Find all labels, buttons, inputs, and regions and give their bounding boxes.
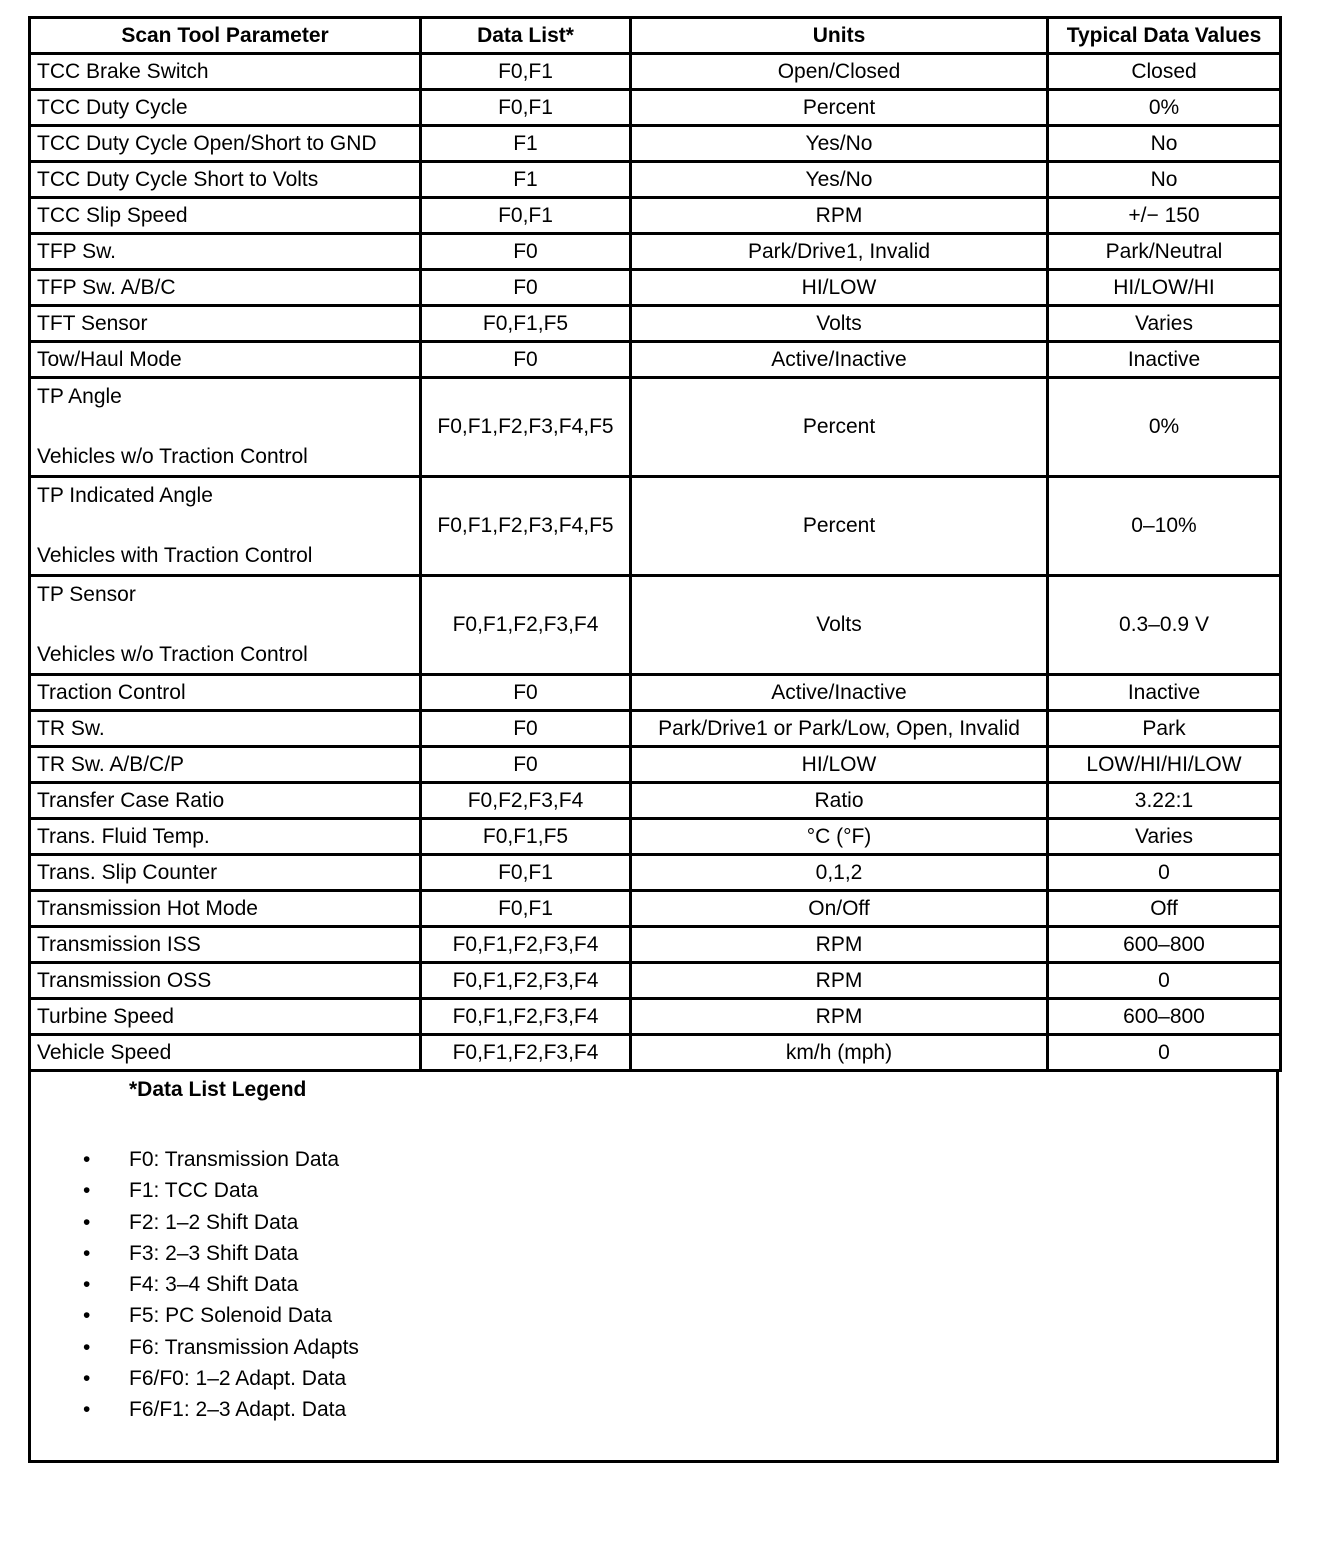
parameter-cell: Tow/Haul Mode <box>30 342 421 378</box>
parameter-stack <box>37 581 413 669</box>
parameter-cell <box>30 576 421 675</box>
data-list-cell: F0 <box>421 711 631 747</box>
legend-item-label: F2: 1–2 Shift Data <box>129 1210 299 1234</box>
data-list-cell: F0,F1,F2,F3,F4 <box>421 927 631 963</box>
data-list-cell: F0,F1,F5 <box>421 819 631 855</box>
units-cell: RPM <box>631 999 1048 1035</box>
parameter-cell: Trans. Slip Counter <box>30 855 421 891</box>
legend-item-label: F6: Transmission Adapts <box>129 1335 359 1359</box>
parameter-note: Vehicles w/o Traction Control <box>37 643 308 666</box>
bullet-icon: • <box>83 1304 91 1328</box>
table-row <box>30 306 1281 342</box>
legend-item <box>83 1238 359 1269</box>
table-row <box>30 927 1281 963</box>
typical-value-cell: 600–800 <box>1048 927 1281 963</box>
legend-item <box>83 1207 359 1238</box>
units-cell: Active/Inactive <box>631 342 1048 378</box>
parameter-cell: Traction Control <box>30 675 421 711</box>
parameter-cell: TR Sw. A/B/C/P <box>30 747 421 783</box>
legend-item-label: F1: TCC Data <box>129 1179 259 1203</box>
units-cell: Ratio <box>631 783 1048 819</box>
header-parameter: Scan Tool Parameter <box>30 18 421 54</box>
table-row <box>30 90 1281 126</box>
legend-item <box>83 1175 359 1206</box>
bullet-icon: • <box>83 1241 91 1265</box>
typical-value-cell: No <box>1048 126 1281 162</box>
typical-value-cell: Closed <box>1048 54 1281 90</box>
parameter-cell: TCC Brake Switch <box>30 54 421 90</box>
typical-value-cell: 3.22:1 <box>1048 783 1281 819</box>
legend-title: *Data List Legend <box>129 1078 307 1101</box>
typical-value-cell: 0% <box>1048 90 1281 126</box>
parameter-cell: TCC Duty Cycle Open/Short to GND <box>30 126 421 162</box>
data-list-cell: F0,F1 <box>421 54 631 90</box>
legend-item <box>83 1144 359 1175</box>
units-cell: Percent <box>631 90 1048 126</box>
legend-item <box>83 1269 359 1300</box>
parameter-cell: Turbine Speed <box>30 999 421 1035</box>
header-units: Units <box>631 18 1048 54</box>
units-cell: HI/LOW <box>631 747 1048 783</box>
units-cell: RPM <box>631 927 1048 963</box>
units-cell: Active/Inactive <box>631 675 1048 711</box>
bullet-icon: • <box>83 1335 91 1359</box>
legend-list <box>83 1144 359 1426</box>
legend-item-label: F0: Transmission Data <box>129 1148 340 1171</box>
typical-value-cell: 0.3–0.9 V <box>1048 576 1281 675</box>
parameter-cell: Transfer Case Ratio <box>30 783 421 819</box>
parameter-name: TP Sensor <box>37 583 136 606</box>
legend-item-label: F4: 3–4 Shift Data <box>129 1273 299 1297</box>
table-row <box>30 783 1281 819</box>
units-cell: Yes/No <box>631 162 1048 198</box>
data-list-cell: F0 <box>421 234 631 270</box>
parameter-name: TP Indicated Angle <box>37 484 213 507</box>
parameter-cell: TCC Slip Speed <box>30 198 421 234</box>
units-cell: Volts <box>631 576 1048 675</box>
table-row <box>30 162 1281 198</box>
table-row <box>30 855 1281 891</box>
table-row <box>30 675 1281 711</box>
table-row <box>30 342 1281 378</box>
units-cell: HI/LOW <box>631 270 1048 306</box>
data-list-cell: F0,F1 <box>421 90 631 126</box>
data-list-cell: F0,F1,F2,F3,F4,F5 <box>421 378 631 477</box>
typical-value-cell: 0 <box>1048 1035 1281 1071</box>
bullet-icon: • <box>83 1398 91 1422</box>
units-cell: 0,1,2 <box>631 855 1048 891</box>
typical-value-cell: LOW/HI/HI/LOW <box>1048 747 1281 783</box>
data-list-cell: F0 <box>421 342 631 378</box>
typical-value-cell: 0 <box>1048 855 1281 891</box>
typical-value-cell: No <box>1048 162 1281 198</box>
typical-value-cell: Park <box>1048 711 1281 747</box>
table-row <box>30 198 1281 234</box>
scan-tool-table <box>28 16 1282 1072</box>
bullet-icon: • <box>83 1367 91 1391</box>
typical-value-cell: Park/Neutral <box>1048 234 1281 270</box>
table-row <box>30 963 1281 999</box>
data-list-cell: F1 <box>421 162 631 198</box>
table-row <box>30 819 1281 855</box>
data-list-cell: F0,F1 <box>421 855 631 891</box>
data-list-cell: F0,F1,F2,F3,F4 <box>421 999 631 1035</box>
table-row <box>30 234 1281 270</box>
table-row <box>30 711 1281 747</box>
parameter-cell: Transmission ISS <box>30 927 421 963</box>
data-list-cell: F0 <box>421 270 631 306</box>
typical-value-cell: Off <box>1048 891 1281 927</box>
typical-value-cell: HI/LOW/HI <box>1048 270 1281 306</box>
data-list-cell: F0,F1 <box>421 891 631 927</box>
parameter-stack <box>37 383 413 471</box>
parameter-cell <box>30 477 421 576</box>
data-list-cell: F0,F1,F2,F3,F4 <box>421 963 631 999</box>
typical-value-cell: 0 <box>1048 963 1281 999</box>
parameter-cell: TCC Duty Cycle <box>30 90 421 126</box>
table-row <box>30 1035 1281 1071</box>
table-row <box>30 126 1281 162</box>
typical-value-cell: Varies <box>1048 306 1281 342</box>
parameter-name: TP Angle <box>37 385 122 408</box>
table-header-row <box>30 18 1281 54</box>
parameter-cell: TFP Sw. <box>30 234 421 270</box>
parameter-cell: TFP Sw. A/B/C <box>30 270 421 306</box>
data-list-cell: F0,F2,F3,F4 <box>421 783 631 819</box>
typical-value-cell: +/− 150 <box>1048 198 1281 234</box>
parameter-stack <box>37 482 413 570</box>
data-list-cell: F0 <box>421 747 631 783</box>
table-row <box>30 477 1281 576</box>
typical-value-cell: 0% <box>1048 378 1281 477</box>
header-typical-values: Typical Data Values <box>1048 18 1281 54</box>
table-row <box>30 576 1281 675</box>
units-cell: Park/Drive1, Invalid <box>631 234 1048 270</box>
data-table-sheet <box>28 16 1279 1463</box>
parameter-cell: Transmission Hot Mode <box>30 891 421 927</box>
table-row <box>30 747 1281 783</box>
units-cell: km/h (mph) <box>631 1035 1048 1071</box>
legend-item <box>83 1300 359 1331</box>
legend-item-label: F5: PC Solenoid Data <box>129 1304 333 1328</box>
data-list-cell: F0 <box>421 675 631 711</box>
legend-item-label: F6/F1: 2–3 Adapt. Data <box>129 1398 347 1422</box>
typical-value-cell: Inactive <box>1048 342 1281 378</box>
data-list-cell: F0,F1,F2,F3,F4 <box>421 1035 631 1071</box>
units-cell: On/Off <box>631 891 1048 927</box>
data-list-cell: F0,F1,F5 <box>421 306 631 342</box>
units-cell: RPM <box>631 198 1048 234</box>
legend-item-label: F6/F0: 1–2 Adapt. Data <box>129 1367 347 1391</box>
legend-item <box>83 1394 359 1425</box>
parameter-cell <box>30 378 421 477</box>
data-list-legend <box>28 1072 1279 1463</box>
typical-value-cell: Inactive <box>1048 675 1281 711</box>
units-cell: Park/Drive1 or Park/Low, Open, Invalid <box>631 711 1048 747</box>
parameter-note: Vehicles w/o Traction Control <box>37 445 308 468</box>
units-cell: Percent <box>631 477 1048 576</box>
parameter-cell: Vehicle Speed <box>30 1035 421 1071</box>
header-data-list: Data List* <box>421 18 631 54</box>
units-cell: °C (°F) <box>631 819 1048 855</box>
parameter-note: Vehicles with Traction Control <box>37 544 313 567</box>
table-row <box>30 54 1281 90</box>
typical-value-cell: Varies <box>1048 819 1281 855</box>
data-list-cell: F1 <box>421 126 631 162</box>
units-cell: Volts <box>631 306 1048 342</box>
parameter-cell: Trans. Fluid Temp. <box>30 819 421 855</box>
bullet-icon: • <box>83 1273 91 1297</box>
parameter-cell: TCC Duty Cycle Short to Volts <box>30 162 421 198</box>
parameter-cell: Transmission OSS <box>30 963 421 999</box>
table-row <box>30 891 1281 927</box>
units-cell: RPM <box>631 963 1048 999</box>
typical-value-cell: 0–10% <box>1048 477 1281 576</box>
data-list-cell: F0,F1,F2,F3,F4 <box>421 576 631 675</box>
legend-item-label: F3: 2–3 Shift Data <box>129 1241 299 1265</box>
bullet-icon: • <box>83 1210 91 1234</box>
parameter-cell: TFT Sensor <box>30 306 421 342</box>
table-row <box>30 999 1281 1035</box>
typical-value-cell: 600–800 <box>1048 999 1281 1035</box>
data-list-cell: F0,F1,F2,F3,F4,F5 <box>421 477 631 576</box>
bullet-icon: • <box>83 1179 91 1203</box>
legend-item <box>83 1363 359 1394</box>
legend-item <box>83 1332 359 1363</box>
table-row <box>30 270 1281 306</box>
table-row <box>30 378 1281 477</box>
data-list-cell: F0,F1 <box>421 198 631 234</box>
units-cell: Open/Closed <box>631 54 1048 90</box>
bullet-icon: • <box>83 1148 91 1171</box>
units-cell: Yes/No <box>631 126 1048 162</box>
units-cell: Percent <box>631 378 1048 477</box>
parameter-cell: TR Sw. <box>30 711 421 747</box>
